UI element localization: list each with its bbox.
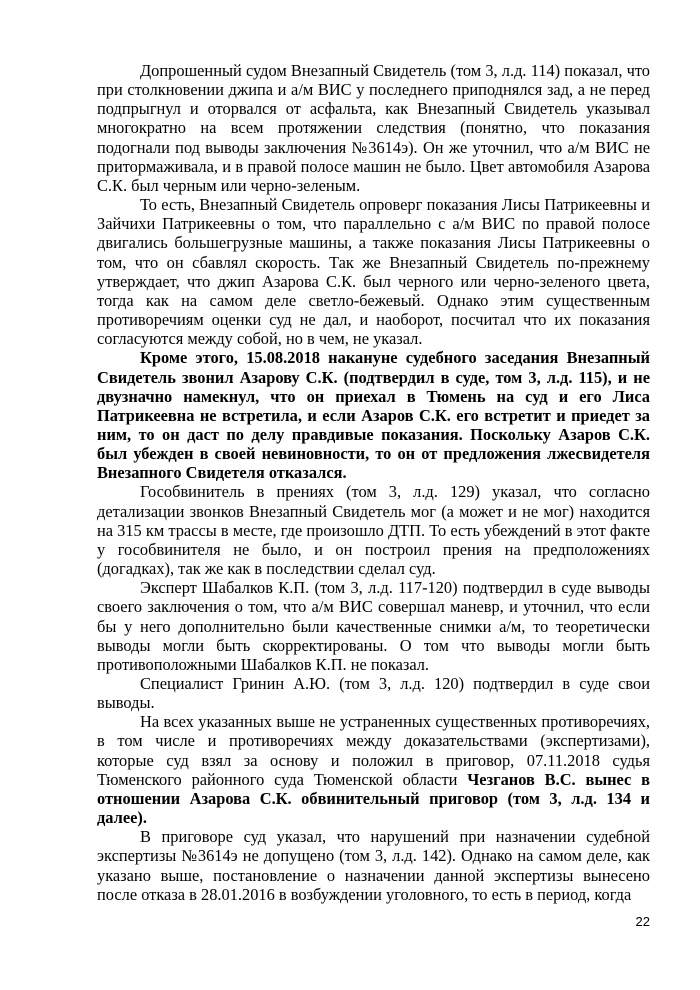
page-number: 22 (635, 914, 650, 929)
paragraph-text: В приговоре суд указал, что нарушений при назначении судебной экспертизы №3614э не допущено (том 3, л.д. 142). Однако на самом деле, как указано выше, постановление о назначении данной экспертизы вынесено после отказа в 28.01.2016 в возбуждении уголовного, то есть в период, когда (97, 827, 650, 904)
paragraph (97, 674, 650, 712)
paragraph-text-bold: Чезганов В.С. вынес в отношении Азарова С.К. обвинительный приговор (том 3, л.д. 134 и далее). (97, 769, 650, 828)
paragraph-text: Допрошенный судом Внезапный Свидетель (том 3, л.д. 114) показал, что при столкновении джипа и а/м ВИС у последнего приподнялся зад, а не перед подпрыгнул и оторвался от асфальта, как Внезапный Свидетель указывал многократно на всем протяжении следствия (понятно, что показания подогнали под выводы заключения №3614э). Он же уточнил, что а/м ВИС не притормаживала, и в правой полосе машин не было. Цвет автомобиля Азарова С.К. был черным или черно-зеленым. (97, 61, 650, 195)
paragraph (97, 712, 650, 827)
paragraph (97, 195, 650, 348)
paragraph-text: Эксперт Шабалков К.П. (том 3, л.д. 117-120) подтвердил в суде выводы своего заключения о том, что а/м ВИС совершал маневр, и уточнил, что если бы у него дополнительно были качественные снимки а/м, то теоретически выводы могли быть скорректированы. О том что выводы могли быть противоположными Шабалков К.П. не показал. (97, 578, 650, 674)
paragraph (97, 827, 650, 904)
paragraph (97, 578, 650, 674)
paragraph-text-bold: Кроме этого, 15.08.2018 накануне судебного заседания Внезапный Свидетель звонил Азарову С.К. (подтвердил в суде, том 3, л.д. 115), и не двузначно намекнул, что он приехал в Тюмень на суд и его Лиса Патрикеевна не встретила, и если Азаров С.К. его встретит и приедет за ним, то он даст по делу правдивые показания. Поскольку Азаров С.К. был убежден в своей невиновности, то он от предложения лжесвидетеля Внезапного Свидетеля отказался. (97, 348, 650, 483)
paragraph (97, 348, 650, 482)
paragraph (97, 482, 650, 578)
paragraph-text: Гособвинитель в прениях (том 3, л.д. 129) указал, что согласно детализации звонков Внезапный Свидетель мог (а может и не мог) находится на 315 км трассы в месте, где произошло ДТП. То есть убеждений в этот факте у гособвинителя не было, и он построил прения на предположениях (догадках), так же как в последствии сделал суд. (97, 482, 650, 579)
paragraph-text: На всех указанных выше не устраненных существенных противоречиях, в том числе и противоречиях между доказательствами (экспертизами), которые суд взял за основу и положил в приговор, 07.11.2018 судья Тюменского районного суда Тюменской области (97, 712, 650, 789)
paragraph-text: То есть, Внезапный Свидетель опроверг показания Лисы Патрикеевны и Зайчихи Патрикеевны о том, что параллельно с а/м ВИС по правой полосе двигались большегрузные машины, а также показания Лисы Патрикеевны о том, что он сбавлял скорость. Так же Внезапный Свидетель по-прежнему утверждает, что джип Азарова С.К. был черного или черно-зеленого цвета, тогда как на самом деле светло-бежевый. Однако этим существенным противоречиям оценки суд не дал, и наоборот, посчитал что их показания согласуются между собой, но в чем, не указал. (97, 195, 650, 349)
paragraph-text: Специалист Гринин А.Ю. (том 3, л.д. 120) подтвердил в суде свои выводы. (97, 674, 650, 713)
paragraph (97, 61, 650, 195)
document-body (97, 61, 650, 904)
